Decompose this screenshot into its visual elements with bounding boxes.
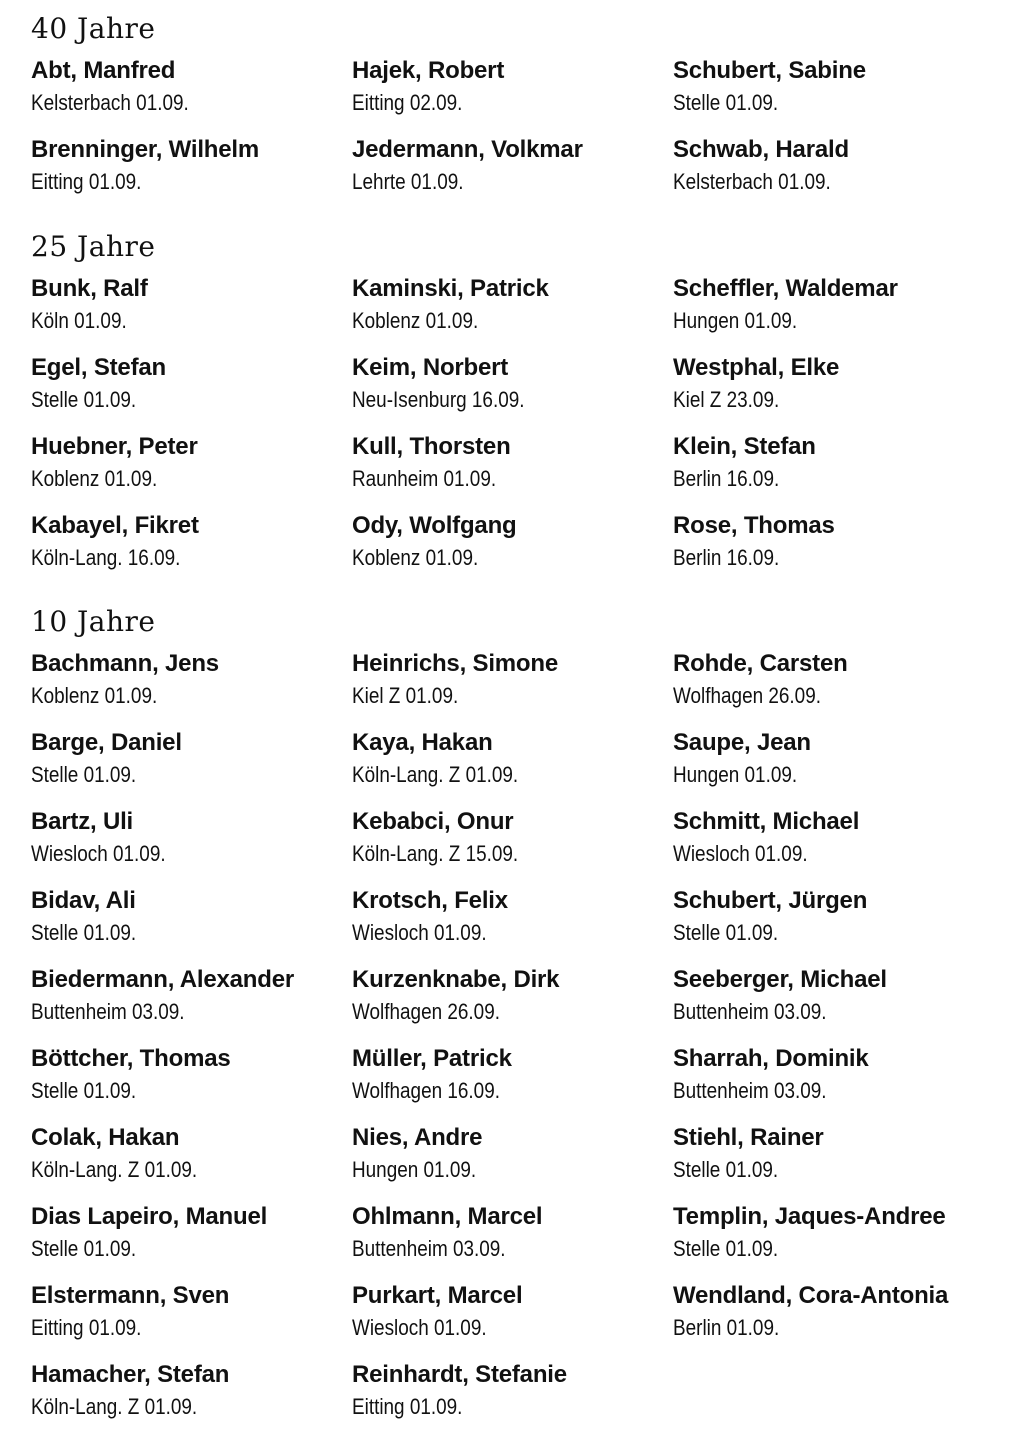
person-entry — [31, 431, 352, 510]
section-heading: 40 Jahre — [31, 12, 156, 45]
person-entry — [31, 134, 352, 213]
person-name: Klein, Stefan — [673, 433, 816, 460]
person-location-date: Köln 01.09. — [31, 308, 127, 333]
person-name: Ohlmann, Marcel — [352, 1203, 543, 1230]
person-location-date: Wiesloch 01.09. — [352, 920, 487, 945]
person-location-date: Buttenheim 03.09. — [673, 1078, 827, 1103]
person-name: Kull, Thorsten — [352, 433, 511, 460]
person-location-date: Stelle 01.09. — [673, 920, 779, 945]
person-entry — [352, 727, 673, 806]
person-name: Schmitt, Michael — [673, 808, 860, 835]
person-entry — [31, 510, 352, 589]
person-location-date: Hungen 01.09. — [352, 1157, 477, 1182]
person-name: Bunk, Ralf — [31, 275, 148, 302]
entry-column — [352, 55, 673, 213]
entry-column — [352, 273, 673, 589]
section-heading: 25 Jahre — [31, 230, 156, 263]
person-location-date: Buttenheim 03.09. — [352, 1236, 506, 1261]
entry-column — [31, 273, 352, 589]
person-entry — [673, 352, 1006, 431]
person-location-date: Eitting 01.09. — [352, 1394, 463, 1419]
person-location-date: Stelle 01.09. — [31, 762, 137, 787]
person-name: Krotsch, Felix — [352, 887, 508, 914]
person-name: Böttcher, Thomas — [31, 1045, 231, 1072]
person-location-date: Wolfhagen 16.09. — [352, 1078, 500, 1103]
person-location-date: Neu-Isenburg 16.09. — [352, 387, 525, 412]
person-name: Wendland, Cora-Antonia — [673, 1282, 949, 1309]
person-name: Hajek, Robert — [352, 57, 505, 84]
person-entry — [31, 964, 352, 1043]
person-location-date: Stelle 01.09. — [31, 920, 137, 945]
person-entry — [31, 648, 352, 727]
person-location-date: Hungen 01.09. — [673, 308, 798, 333]
person-location-date: Stelle 01.09. — [31, 1078, 137, 1103]
person-name: Bartz, Uli — [31, 808, 134, 835]
entry-column — [673, 648, 1006, 1438]
person-name: Biedermann, Alexander — [31, 966, 294, 993]
person-name: Kebabci, Onur — [352, 808, 514, 835]
person-name: Westphal, Elke — [673, 354, 840, 381]
person-location-date: Wolfhagen 26.09. — [352, 999, 500, 1024]
person-entry — [673, 727, 1006, 806]
person-name: Abt, Manfred — [31, 57, 176, 84]
person-location-date: Berlin 16.09. — [673, 466, 780, 491]
person-location-date: Kiel Z 23.09. — [673, 387, 780, 412]
person-entry — [31, 1043, 352, 1122]
person-name: Dias Lapeiro, Manuel — [31, 1203, 268, 1230]
person-entry — [673, 273, 1006, 352]
person-name: Müller, Patrick — [352, 1045, 512, 1072]
person-name: Colak, Hakan — [31, 1124, 180, 1151]
person-name: Rohde, Carsten — [673, 650, 848, 677]
person-name: Egel, Stefan — [31, 354, 166, 381]
person-location-date: Köln-Lang. Z 01.09. — [352, 762, 519, 787]
person-location-date: Buttenheim 03.09. — [673, 999, 827, 1024]
person-entry — [673, 648, 1006, 727]
person-name: Elstermann, Sven — [31, 1282, 230, 1309]
person-name: Bidav, Ali — [31, 887, 136, 914]
person-entry — [673, 431, 1006, 510]
entry-grid — [31, 55, 1006, 213]
person-entry — [673, 964, 1006, 1043]
entry-column — [31, 55, 352, 213]
person-location-date: Kiel Z 01.09. — [352, 683, 459, 708]
person-entry — [352, 1043, 673, 1122]
person-entry — [352, 55, 673, 134]
entry-grid — [31, 648, 1006, 1438]
person-name: Schubert, Sabine — [673, 57, 866, 84]
person-name: Rose, Thomas — [673, 512, 835, 539]
person-name: Barge, Daniel — [31, 729, 182, 756]
person-entry — [673, 1201, 1006, 1280]
section-40-jahre — [31, 12, 1006, 213]
person-entry — [673, 1122, 1006, 1201]
person-entry — [352, 273, 673, 352]
entry-column — [673, 273, 1006, 589]
person-name: Huebner, Peter — [31, 433, 198, 460]
entry-column — [673, 55, 1006, 213]
person-name: Nies, Andre — [352, 1124, 483, 1151]
entry-column — [31, 648, 352, 1438]
person-entry — [31, 1122, 352, 1201]
person-name: Brenninger, Wilhelm — [31, 136, 260, 163]
person-location-date: Köln-Lang. 16.09. — [31, 545, 181, 570]
section-heading: 10 Jahre — [31, 605, 156, 638]
person-name: Kaminski, Patrick — [352, 275, 549, 302]
person-location-date: Wiesloch 01.09. — [352, 1315, 487, 1340]
person-entry — [31, 1280, 352, 1359]
person-location-date: Buttenheim 03.09. — [31, 999, 185, 1024]
person-entry — [673, 1280, 1006, 1359]
person-location-date: Köln-Lang. Z 01.09. — [31, 1157, 198, 1182]
person-location-date: Eitting 01.09. — [31, 1315, 142, 1340]
person-entry — [673, 510, 1006, 589]
person-entry — [352, 806, 673, 885]
person-name: Sharrah, Dominik — [673, 1045, 869, 1072]
person-entry — [352, 1201, 673, 1280]
person-entry — [352, 352, 673, 431]
person-name: Scheffler, Waldemar — [673, 275, 898, 302]
person-entry — [31, 806, 352, 885]
person-entry — [31, 55, 352, 134]
person-entry — [31, 352, 352, 431]
person-location-date: Stelle 01.09. — [673, 1236, 779, 1261]
person-name: Hamacher, Stefan — [31, 1361, 230, 1388]
entry-grid — [31, 273, 1006, 589]
person-location-date: Stelle 01.09. — [673, 90, 779, 115]
person-location-date: Köln-Lang. Z 15.09. — [352, 841, 519, 866]
person-location-date: Berlin 16.09. — [673, 545, 780, 570]
person-entry — [352, 134, 673, 213]
person-entry — [31, 273, 352, 352]
section-10-jahre — [31, 605, 1006, 1438]
person-entry — [31, 885, 352, 964]
person-name: Schubert, Jürgen — [673, 887, 868, 914]
person-entry — [352, 1359, 673, 1438]
person-location-date: Stelle 01.09. — [673, 1157, 779, 1182]
person-entry — [31, 727, 352, 806]
person-location-date: Koblenz 01.09. — [352, 545, 479, 570]
person-entry — [352, 885, 673, 964]
person-name: Jedermann, Volkmar — [352, 136, 583, 163]
person-location-date: Kelsterbach 01.09. — [31, 90, 189, 115]
person-location-date: Raunheim 01.09. — [352, 466, 497, 491]
person-name: Heinrichs, Simone — [352, 650, 558, 677]
person-name: Kabayel, Fikret — [31, 512, 199, 539]
person-location-date: Koblenz 01.09. — [31, 683, 158, 708]
person-name: Purkart, Marcel — [352, 1282, 523, 1309]
person-location-date: Koblenz 01.09. — [31, 466, 158, 491]
person-name: Saupe, Jean — [673, 729, 811, 756]
person-name: Bachmann, Jens — [31, 650, 219, 677]
person-location-date: Wiesloch 01.09. — [673, 841, 808, 866]
person-location-date: Lehrte 01.09. — [352, 169, 464, 194]
person-name: Ody, Wolfgang — [352, 512, 517, 539]
person-location-date: Stelle 01.09. — [31, 1236, 137, 1261]
person-name: Keim, Norbert — [352, 354, 509, 381]
person-name: Kaya, Hakan — [352, 729, 493, 756]
person-entry — [352, 431, 673, 510]
person-entry — [673, 806, 1006, 885]
person-entry — [673, 134, 1006, 213]
person-location-date: Berlin 01.09. — [673, 1315, 780, 1340]
person-entry — [673, 885, 1006, 964]
person-entry — [31, 1359, 352, 1438]
person-name: Seeberger, Michael — [673, 966, 887, 993]
person-location-date: Wiesloch 01.09. — [31, 841, 166, 866]
person-entry — [31, 1201, 352, 1280]
person-location-date: Koblenz 01.09. — [352, 308, 479, 333]
person-entry — [352, 1122, 673, 1201]
person-entry — [352, 964, 673, 1043]
person-entry — [673, 55, 1006, 134]
person-location-date: Eitting 02.09. — [352, 90, 463, 115]
section-25-jahre — [31, 230, 1006, 589]
person-name: Kurzenknabe, Dirk — [352, 966, 560, 993]
person-location-date: Stelle 01.09. — [31, 387, 137, 412]
person-name: Stiehl, Rainer — [673, 1124, 824, 1151]
person-location-date: Kelsterbach 01.09. — [673, 169, 831, 194]
person-entry — [352, 648, 673, 727]
person-location-date: Hungen 01.09. — [673, 762, 798, 787]
person-name: Reinhardt, Stefanie — [352, 1361, 567, 1388]
person-entry — [352, 510, 673, 589]
entry-column — [352, 648, 673, 1438]
person-entry — [673, 1043, 1006, 1122]
person-name: Schwab, Harald — [673, 136, 849, 163]
person-entry — [352, 1280, 673, 1359]
person-location-date: Eitting 01.09. — [31, 169, 142, 194]
person-name: Templin, Jaques-Andree — [673, 1203, 946, 1230]
person-location-date: Köln-Lang. Z 01.09. — [31, 1394, 198, 1419]
person-location-date: Wolfhagen 26.09. — [673, 683, 821, 708]
